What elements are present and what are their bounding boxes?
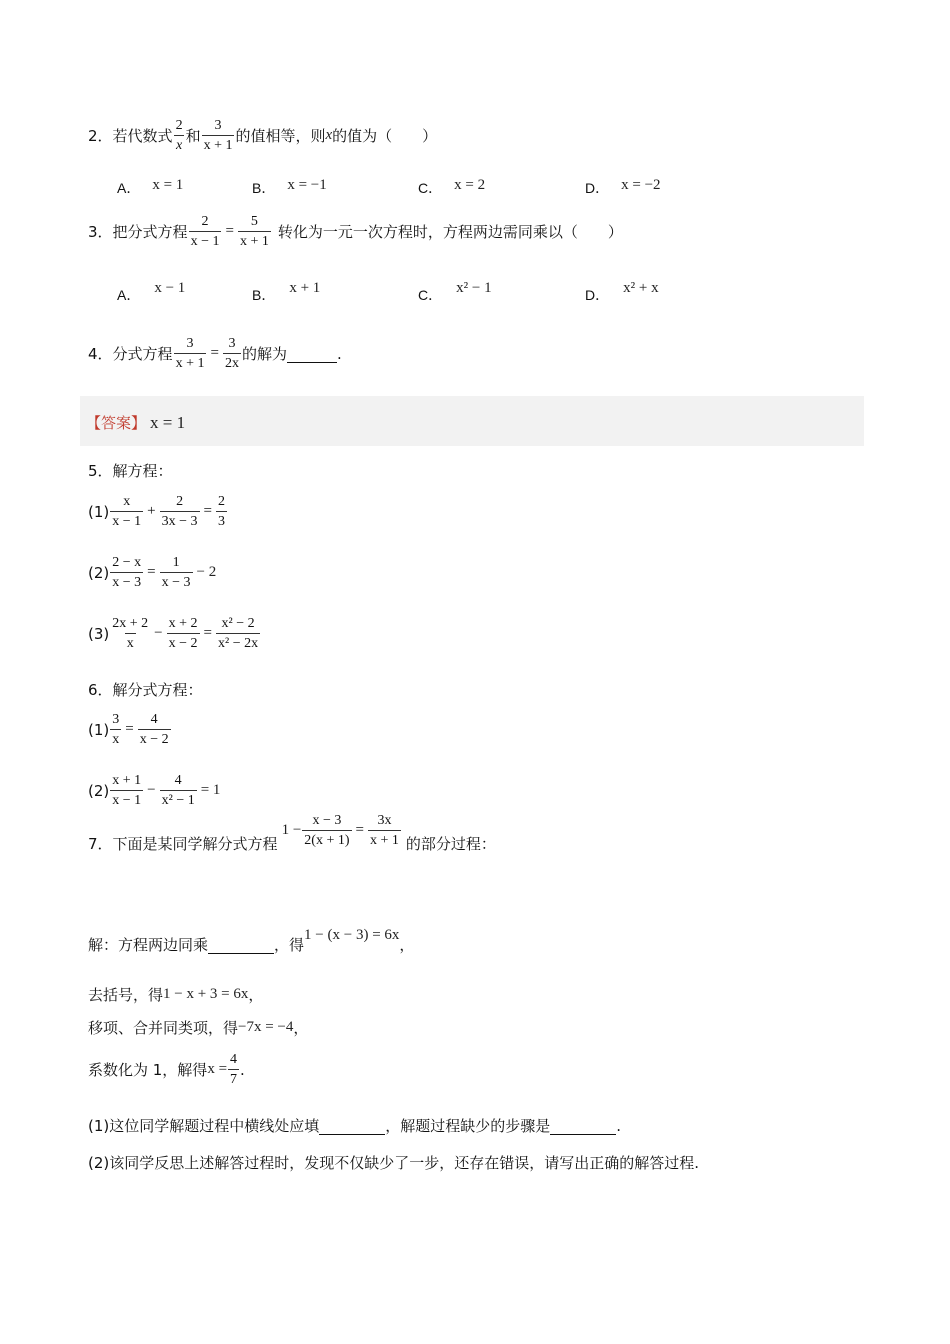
q5-item-2: (2) $\frac{2 - x}{x - 3}$ = $\frac{1}{x - 3}$ − 2	[88, 555, 217, 591]
answer-blank[interactable]	[287, 344, 337, 363]
question-number: 2．	[88, 127, 113, 146]
fraction: $\frac{2}{x}$	[175, 118, 183, 154]
q7-sub-1: (1) 这位同学解题过程中横线处应填 ，解题过程缺少的步骤是 .	[88, 1116, 622, 1135]
q7-sub-2: (2) 该同学反思上述解答过程时，发现不仅缺少了一步，还存在错误，请写出正确的解答过程.	[88, 1153, 700, 1172]
q5-item-1: (1) $\frac{x}{x - 1}$ + $\frac{2}{3x - 3}$ = $\frac{2}{3}$	[88, 494, 225, 530]
q3-option-a[interactable]: A． x − 1	[117, 279, 186, 303]
fraction: $\frac{5}{x + 1}$	[239, 214, 269, 250]
fraction: $\frac{3}{x + 1}$	[203, 118, 233, 154]
q2-option-d[interactable]: D． x = −2	[585, 176, 661, 196]
fill-blank-3[interactable]	[550, 1116, 616, 1135]
question-text: 若代数式	[112, 127, 173, 146]
fill-blank-1[interactable]	[208, 935, 274, 954]
question-number: 4．	[88, 345, 113, 364]
answer-value: x = 1	[150, 412, 186, 432]
q6-item-2: (2) $\frac{x + 1}{x - 1}$ − $\frac{4}{\text{x² − 1}}$ = 1	[88, 773, 221, 809]
q6-item-1: (1) $\frac{3}{x}$ = $\frac{4}{x - 2}$	[88, 712, 169, 748]
fill-blank-2[interactable]	[319, 1116, 385, 1135]
q5-item-3: (3) $\frac{2x + 2}{x}$ − $\frac{x + 2}{x - 2}$ = $\frac{\text{x² − 2}}{\text{x² − 2x}}$	[88, 616, 259, 652]
q3-option-b[interactable]: B． x + 1	[252, 279, 321, 303]
fraction: $\frac{3}{x + 1}$	[175, 336, 205, 372]
q7-step-1: 解：方程两边同乘 ，得 1 − (x − 3) = 6x ，	[88, 927, 415, 954]
q3-option-c[interactable]: C． x² − 1	[418, 279, 492, 303]
q2-option-c[interactable]: C． x = 2	[418, 176, 486, 196]
question-number: 3．	[88, 223, 113, 242]
q3-option-d[interactable]: D． x² + x	[585, 279, 659, 303]
q7-step-3: 移项、合并同类项，得 −7x = −4 ，	[88, 1019, 309, 1037]
q7-stem: 7． 下面是某同学解分式方程 1 − $\frac{x - 3}{2(x + 1)}$ = $\frac{3x}{x + 1}$ 的部分过程：	[88, 812, 496, 853]
q5-title: 5． 解方程：	[88, 462, 173, 480]
answer-panel	[80, 396, 864, 446]
answer-line	[86, 412, 185, 433]
fraction: $\frac{2}{x - 1}$	[190, 214, 220, 250]
q4-stem: 4． 分式方程 $\frac{3}{x + 1}$ = $\frac{3}{2x}$ 的解为 .	[88, 336, 342, 372]
q2-option-a[interactable]: A． x = 1	[117, 176, 184, 196]
q3-stem: 3． 把分式方程 $\frac{2}{x - 1}$ = $\frac{5}{x + 1}$ 转化为一元一次方程时，方程两边需同乘以（ ）	[88, 214, 623, 250]
q6-title: 6． 解分式方程：	[88, 681, 203, 699]
fraction: $\frac{3}{2x}$	[224, 336, 239, 372]
q2-option-b[interactable]: B． x = −1	[252, 176, 327, 196]
answer-tag: 【答案】	[86, 414, 147, 432]
q7-step-2: 去括号，得 1 − x + 3 = 6x ，	[88, 986, 264, 1004]
q7-step-4: 系数化为 1，解得 x = $\frac{4}{7}$ .	[88, 1052, 245, 1088]
q2-stem: 2． 若代数式 $\frac{2}{x}$ 和 $\frac{3}{x + 1}$ 的值相等，则 x 的值为（ ）	[88, 118, 438, 154]
